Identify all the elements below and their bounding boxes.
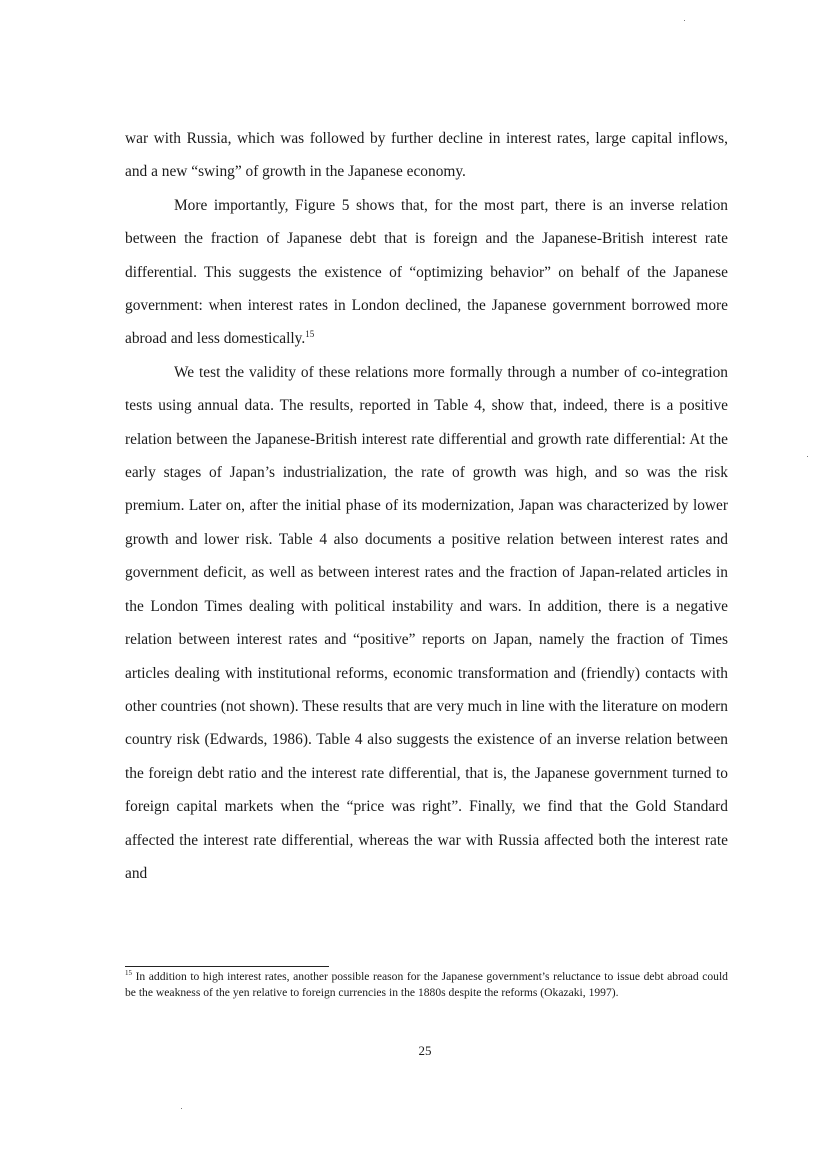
- footnote: [125, 969, 728, 1000]
- scan-speck: [807, 456, 808, 457]
- footnote-text: In addition to high interest rates, another possible reason for the Japanese government’s reluctance to issue debt abroad could be the weakness of the yen relative to foreign currencies in the 1880s despite the reforms (Okazaki, 1997).: [125, 970, 728, 999]
- footnote-reference: 15: [305, 329, 315, 340]
- page-number: 25: [418, 1043, 432, 1058]
- body-text: [125, 122, 728, 890]
- paragraph: [125, 122, 728, 189]
- paragraph-text: More importantly, Figure 5 shows that, for the most part, there is an inverse relation between the fraction of Japanese debt that is foreign and the Japanese-British interest rate differential. This suggests the existence of “optimizing behavior” on behalf of the Japanese government: when interest rates in London declined, the Japanese government borrowed more abroad and less domestically.: [125, 196, 728, 348]
- scan-speck: [684, 20, 685, 21]
- paragraph: [125, 189, 728, 356]
- scan-speck: [181, 1108, 182, 1109]
- paragraph-text: We test the validity of these relations more formally through a number of co-integration tests using annual data. The results, reported in Table 4, show that, indeed, there is a positive relation between the Japanese-British interest rate differential and growth rate differential: At the early stages of Japan’s industrialization, the rate of growth was high, and so was the risk premium. Later on, after the initial phase of its modernization, Japan was characterized by lower growth and lower risk. Table 4 also documents a positive relation between interest rates and government deficit, as well as between interest rates and the fraction of Japan-related articles in the London Times dealing with political instability and wars. In addition, there is a negative relation between interest rates and “positive” reports on Japan, namely the fraction of Times articles dealing with institutional reforms, economic transformation and (friendly) contacts with other countries (not shown). These results that are very much in line with the literature on modern country risk (Edwards, 1986). Table 4 also suggests the existence of an inverse relation between the foreign debt ratio and the interest rate differential, that is, the Japanese government turned to foreign capital markets when the “price was right”. Finally, we find that the Gold Standard affected the interest rate differential, whereas the war with Russia affected both the interest rate and: [125, 363, 728, 882]
- footnote-marker: 15: [125, 969, 132, 978]
- footnote-divider: [125, 966, 329, 967]
- paragraph: [125, 356, 728, 891]
- paragraph-text: war with Russia, which was followed by further decline in interest rates, large capital inflows, and a new “swing” of growth in the Japanese economy.: [125, 130, 728, 181]
